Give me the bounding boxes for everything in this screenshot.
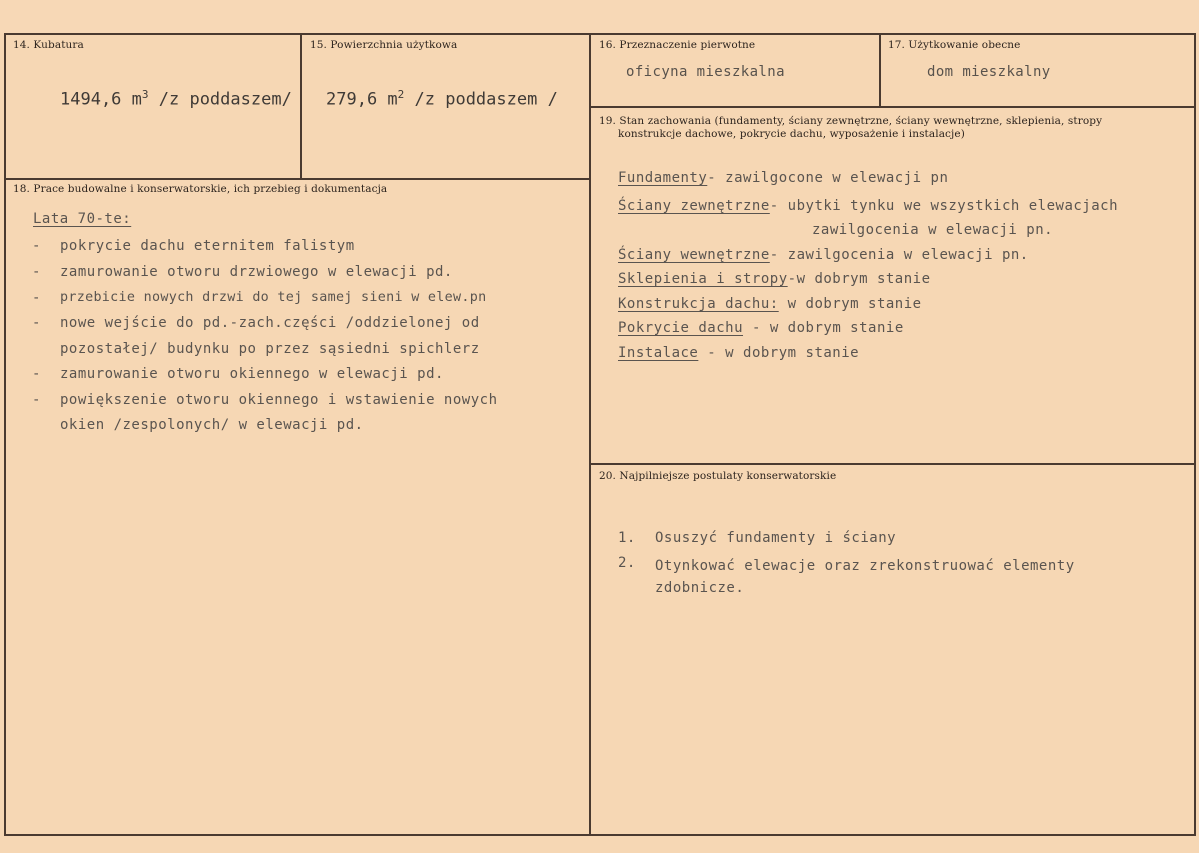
condition-value: ubytki tynku we wszystkich elewacjach xyxy=(787,198,1119,214)
condition-value: w dobrym stanie xyxy=(769,320,904,336)
field-19-label-line2: konstrukcje dachowe, pokrycie dachu, wyposażenie i instalacje) xyxy=(618,128,965,140)
field-15-label: 15. Powierzchnia użytkowa xyxy=(310,39,458,51)
rule-divider-center xyxy=(589,33,591,836)
field-14-note: /z poddaszem/ xyxy=(148,89,292,110)
condition-value: zawilgocone w elewacji pn xyxy=(725,170,949,186)
condition-separator: - xyxy=(743,320,770,336)
list-item-text: zdobnicze. xyxy=(655,580,745,596)
condition-separator: - xyxy=(707,170,726,186)
condition-row xyxy=(618,271,931,287)
condition-value: w dobrym stanie xyxy=(796,271,931,287)
card-top-strip xyxy=(0,0,1199,34)
condition-row xyxy=(618,247,1029,263)
rule-right-2 xyxy=(590,463,1196,465)
list-bullet: - xyxy=(32,290,41,306)
list-item-text: Osuszyć fundamenty i ściany xyxy=(655,530,897,546)
field-14-number: 1494,6 m xyxy=(60,89,142,110)
list-bullet: - xyxy=(32,315,41,331)
condition-separator xyxy=(779,296,788,312)
field-15-unit-exponent: 2 xyxy=(397,88,405,101)
field-18-heading: Lata 70-te: xyxy=(33,211,132,227)
field-18-label: 18. Prace budowalne i konserwatorskie, ich przebieg i dokumentacja xyxy=(13,183,388,195)
condition-row xyxy=(812,222,1053,238)
list-item-text: zamurowanie otworu drzwiowego w elewacji pd. xyxy=(60,264,453,280)
condition-row xyxy=(618,320,904,336)
list-item-text: nowe wejście do pd.-zach.części /oddzielonej od xyxy=(60,315,480,331)
field-16-label: 16. Przeznaczenie pierwotne xyxy=(599,39,756,51)
field-14-label: 14. Kubatura xyxy=(13,39,84,51)
rule-outer-left xyxy=(4,33,6,836)
field-16-value: oficyna mieszkalna xyxy=(626,64,785,80)
list-item-text: pozostałej/ budynku po przez sąsiedni spichlerz xyxy=(60,341,480,357)
rule-outer-right xyxy=(1194,33,1196,836)
condition-key: Pokrycie dachu xyxy=(618,320,744,336)
rule-divider-17 xyxy=(879,33,881,107)
condition-value: w dobrym stanie xyxy=(787,296,922,312)
field-17-label: 17. Użytkowanie obecne xyxy=(888,39,1021,51)
field-15-number: 279,6 m xyxy=(326,89,398,110)
list-bullet: - xyxy=(32,264,41,280)
condition-key: Ściany wewnętrzne xyxy=(618,247,770,263)
list-item-text: przebicie nowych drzwi do tej samej sieni w elew.pn xyxy=(60,290,487,305)
list-item-text: zamurowanie otworu okiennego w elewacji pd. xyxy=(60,366,444,382)
condition-key: Sklepienia i stropy xyxy=(618,271,788,287)
field-15-note: /z poddaszem / xyxy=(404,89,558,110)
rule-divider-15 xyxy=(300,33,302,179)
list-number: 2. xyxy=(618,555,636,571)
condition-row xyxy=(618,170,948,186)
condition-value: zawilgocenia w elewacji pn. xyxy=(812,222,1054,238)
field-19-label-line1: 19. Stan zachowania (fundamenty, ściany zewnętrzne, ściany wewnętrzne, sklepienia, stropy xyxy=(599,115,1103,127)
field-14-unit-exponent: 3 xyxy=(141,88,149,101)
condition-value: zawilgocenia w elewacji pn. xyxy=(787,247,1029,263)
list-bullet: - xyxy=(32,238,41,254)
condition-separator: - xyxy=(769,198,788,214)
list-number: 1. xyxy=(618,530,636,546)
rule-bottom xyxy=(4,834,1196,836)
condition-key: Konstrukcja dachu: xyxy=(618,296,779,312)
list-bullet: - xyxy=(32,366,41,382)
condition-key: Ściany zewnętrzne xyxy=(618,198,770,214)
list-item-text: pokrycie dachu eternitem falistym xyxy=(60,238,355,254)
condition-key: Instalace xyxy=(618,345,699,361)
condition-row xyxy=(618,345,859,361)
rule-top xyxy=(4,33,1196,35)
field-17-value: dom mieszkalny xyxy=(927,64,1051,80)
list-item-text: okien /zespolonych/ w elewacji pd. xyxy=(60,417,364,433)
field-14-value xyxy=(60,88,292,110)
list-item-text: powiększenie otworu okiennego i wstawienie nowych xyxy=(60,392,498,408)
condition-separator: - xyxy=(698,345,726,361)
condition-key: Fundamenty xyxy=(618,170,708,186)
list-item-text: Otynkować elewacje oraz zrekonstruować elementy xyxy=(655,558,1075,574)
list-bullet: - xyxy=(32,392,41,408)
condition-row xyxy=(618,296,922,312)
rule-left-mid xyxy=(4,178,590,180)
field-15-value xyxy=(326,88,558,110)
field-20-label: 20. Najpilniejsze postulaty konserwatorskie xyxy=(599,470,837,482)
condition-separator: - xyxy=(787,271,797,287)
condition-separator: - xyxy=(769,247,788,263)
rule-right-1 xyxy=(590,106,1196,108)
condition-value: w dobrym stanie xyxy=(725,345,860,361)
condition-row xyxy=(618,198,1118,214)
